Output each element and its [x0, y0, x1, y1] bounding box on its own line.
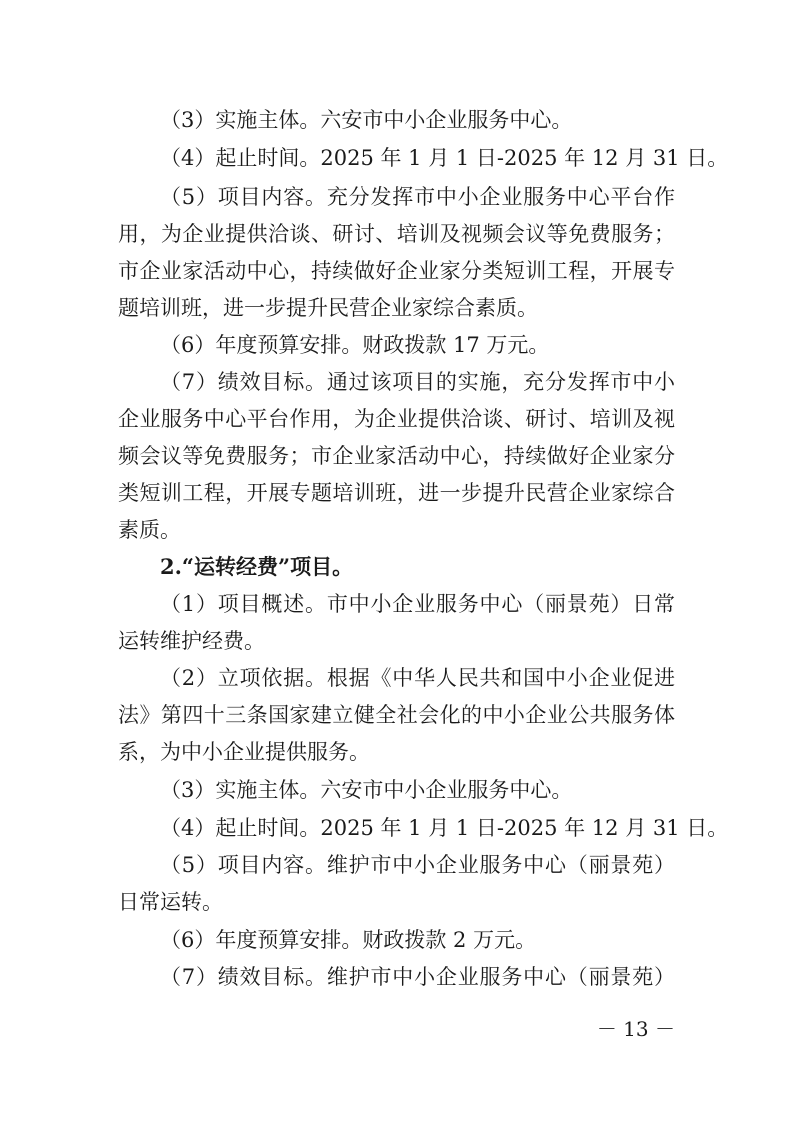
- text-line: 素质。: [118, 518, 181, 542]
- text-line: 市企业家活动中心，持续做好企业家分类短训工程，开展专: [118, 259, 675, 283]
- text-line: 题培训班，进一步提升民营企业家综合素质。: [118, 296, 538, 320]
- text-line: （3）实施主体。六安市中小企业服务中心。: [160, 778, 573, 802]
- text-line: 频会议等免费服务；市企业家活动中心，持续做好企业家分: [118, 444, 675, 468]
- text-line: （5）项目内容。充分发挥市中小企业服务中心平台作: [160, 185, 675, 209]
- text-line: 日常运转。: [118, 890, 223, 914]
- text-line: 法》第四十三条国家建立健全社会化的中小企业公共服务体: [118, 703, 675, 727]
- text-line: （4）起止时间。2025 年 1 月 1 日-2025 年 12 月 31 日。: [160, 146, 729, 170]
- text-line: （4）起止时间。2025 年 1 月 1 日-2025 年 12 月 31 日。: [160, 816, 729, 840]
- text-line: （7）绩效目标。通过该项目的实施，充分发挥市中小: [160, 370, 675, 394]
- text-line: 系，为中小企业提供服务。: [118, 740, 370, 764]
- text-line: （2）立项依据。根据《中华人民共和国中小企业促进: [160, 666, 675, 690]
- section-heading: 2.“运转经费”项目。: [160, 554, 354, 579]
- text-line: （6）年度预算安排。财政拨款 2 万元。: [160, 928, 537, 952]
- text-line: （5）项目内容。维护市中小企业服务中心（丽景苑）: [160, 853, 675, 877]
- text-line: （7）绩效目标。维护市中小企业服务中心（丽景苑）: [160, 965, 675, 989]
- text-line: 运转维护经费。: [118, 629, 265, 653]
- text-line: （1）项目概述。市中小企业服务中心（丽景苑）日常: [160, 592, 675, 616]
- text-line: （6）年度预算安排。财政拨款 17 万元。: [160, 333, 550, 357]
- text-line: 类短训工程，开展专题培训班，进一步提升民营企业家综合: [118, 481, 675, 505]
- text-line: （3）实施主体。六安市中小企业服务中心。: [160, 108, 573, 132]
- text-line: 用，为企业提供洽谈、研讨、培训及视频会议等免费服务；: [118, 222, 675, 246]
- text-line: 企业服务中心平台作用，为企业提供洽谈、研讨、培训及视: [118, 407, 675, 431]
- page-number: － 13 －: [596, 1017, 675, 1041]
